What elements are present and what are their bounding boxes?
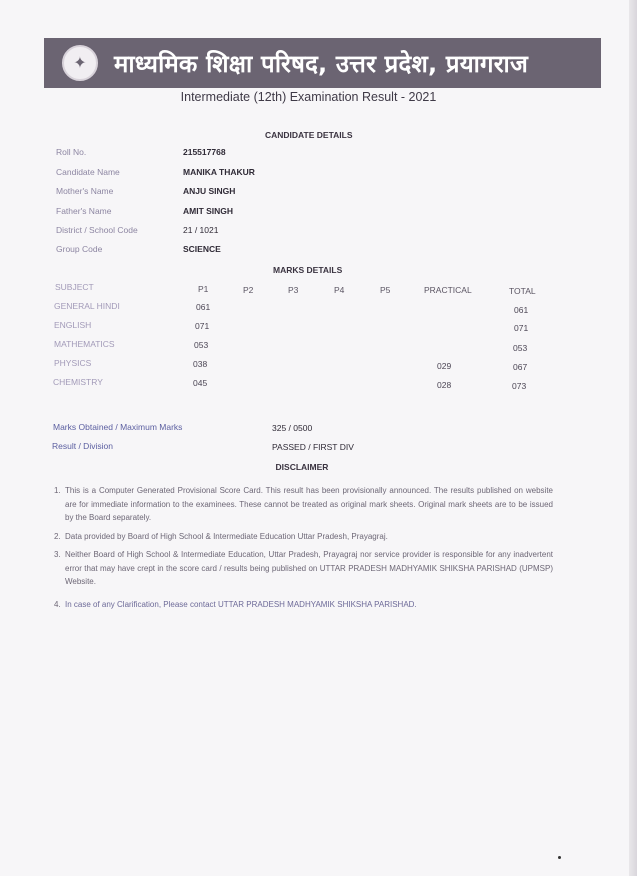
page-edge: [629, 0, 637, 876]
marks-obtained-label: Marks Obtained / Maximum Marks: [53, 422, 183, 432]
total-mark: 067: [513, 362, 528, 372]
note-text: Data provided by Board of High School & Intermediate Education Uttar Pradesh, Prayagraj.: [65, 532, 388, 541]
paper-speck: [558, 856, 561, 859]
field-label: Candidate Name: [56, 167, 120, 177]
disclaimer-note: [54, 548, 553, 589]
p1-mark: 071: [195, 321, 210, 331]
note-text: Neither Board of High School & Intermediate Education, Uttar Pradesh, Prayagraj nor service provider is responsible for any inadvertent error that may have crept in the score card / results being published on UTTAR PRADESH MADHYAMIK SHIKSHA PARISHAD (UPMSP) Website.: [65, 550, 553, 586]
note-number: 4.: [54, 600, 61, 609]
candidate-details-heading: CANDIDATE DETAILS: [265, 130, 353, 140]
disclaimer-note: [54, 530, 553, 544]
board-banner: [44, 38, 601, 88]
p1-mark: 053: [194, 340, 209, 350]
total-mark: 073: [512, 381, 527, 391]
field-label: Mother's Name: [56, 186, 114, 196]
marks-details-heading: MARKS DETAILS: [273, 265, 343, 275]
disclaimer-heading: DISCLAIMER: [275, 462, 329, 472]
col-p1: P1: [198, 284, 209, 294]
field-label: Father's Name: [56, 206, 112, 216]
p1-mark: 038: [193, 359, 208, 369]
field-value: 215517768: [183, 147, 226, 157]
field-label: District / School Code: [56, 225, 138, 235]
total-mark: 071: [514, 323, 529, 333]
col-p2: P2: [243, 285, 254, 295]
p1-mark: 061: [196, 302, 211, 312]
field-value: MANIKA THAKUR: [183, 167, 255, 177]
up-govt-emblem-icon: ✦: [62, 45, 98, 81]
total-mark: 061: [514, 305, 529, 315]
field-label: Roll No.: [56, 147, 87, 157]
subject-name: CHEMISTRY: [53, 377, 103, 387]
disclaimer-note: [54, 598, 553, 612]
total-mark: 053: [513, 343, 528, 353]
note-number: 3.: [54, 550, 61, 559]
result-division-value: PASSED / FIRST DIV: [272, 442, 354, 452]
marks-obtained-value: 325 / 0500: [272, 423, 313, 433]
board-name: माध्यमिक शिक्षा परिषद, उत्तर प्रदेश, प्रयागराज: [114, 49, 528, 78]
note-text: This is a Computer Generated Provisional Score Card. This result has been provisionally announced. The results published on website are for immediate information to the examinees. These cannot be treated as original mark sheets. Original mark sheets are to be issued by the Board separately.: [65, 486, 553, 522]
subject-name: MATHEMATICS: [54, 339, 115, 349]
practical-mark: 029: [437, 361, 452, 371]
exam-title: Intermediate (12th) Examination Result - 2021: [180, 90, 437, 104]
field-value: 21 / 1021: [183, 225, 219, 235]
note-text: In case of any Clarification, Please contact UTTAR PRADESH MADHYAMIK SHIKSHA PARISHAD.: [65, 600, 417, 609]
subject-name: GENERAL HINDI: [54, 301, 120, 311]
field-value: ANJU SINGH: [183, 186, 236, 196]
field-value: SCIENCE: [183, 244, 221, 254]
col-p3: P3: [288, 285, 299, 295]
col-practical: PRACTICAL: [424, 285, 472, 295]
subject-name: ENGLISH: [54, 320, 92, 330]
result-division-label: Result / Division: [52, 441, 113, 451]
p1-mark: 045: [193, 378, 208, 388]
col-subject: SUBJECT: [55, 282, 94, 292]
subject-name: PHYSICS: [54, 358, 92, 368]
note-number: 1.: [54, 486, 61, 495]
col-p5: P5: [380, 285, 391, 295]
col-total: TOTAL: [509, 286, 536, 296]
field-value: AMIT SINGH: [183, 206, 234, 216]
disclaimer-note: [54, 484, 553, 525]
field-label: Group Code: [56, 244, 103, 254]
note-number: 2.: [54, 532, 61, 541]
col-p4: P4: [334, 285, 345, 295]
practical-mark: 028: [437, 380, 452, 390]
